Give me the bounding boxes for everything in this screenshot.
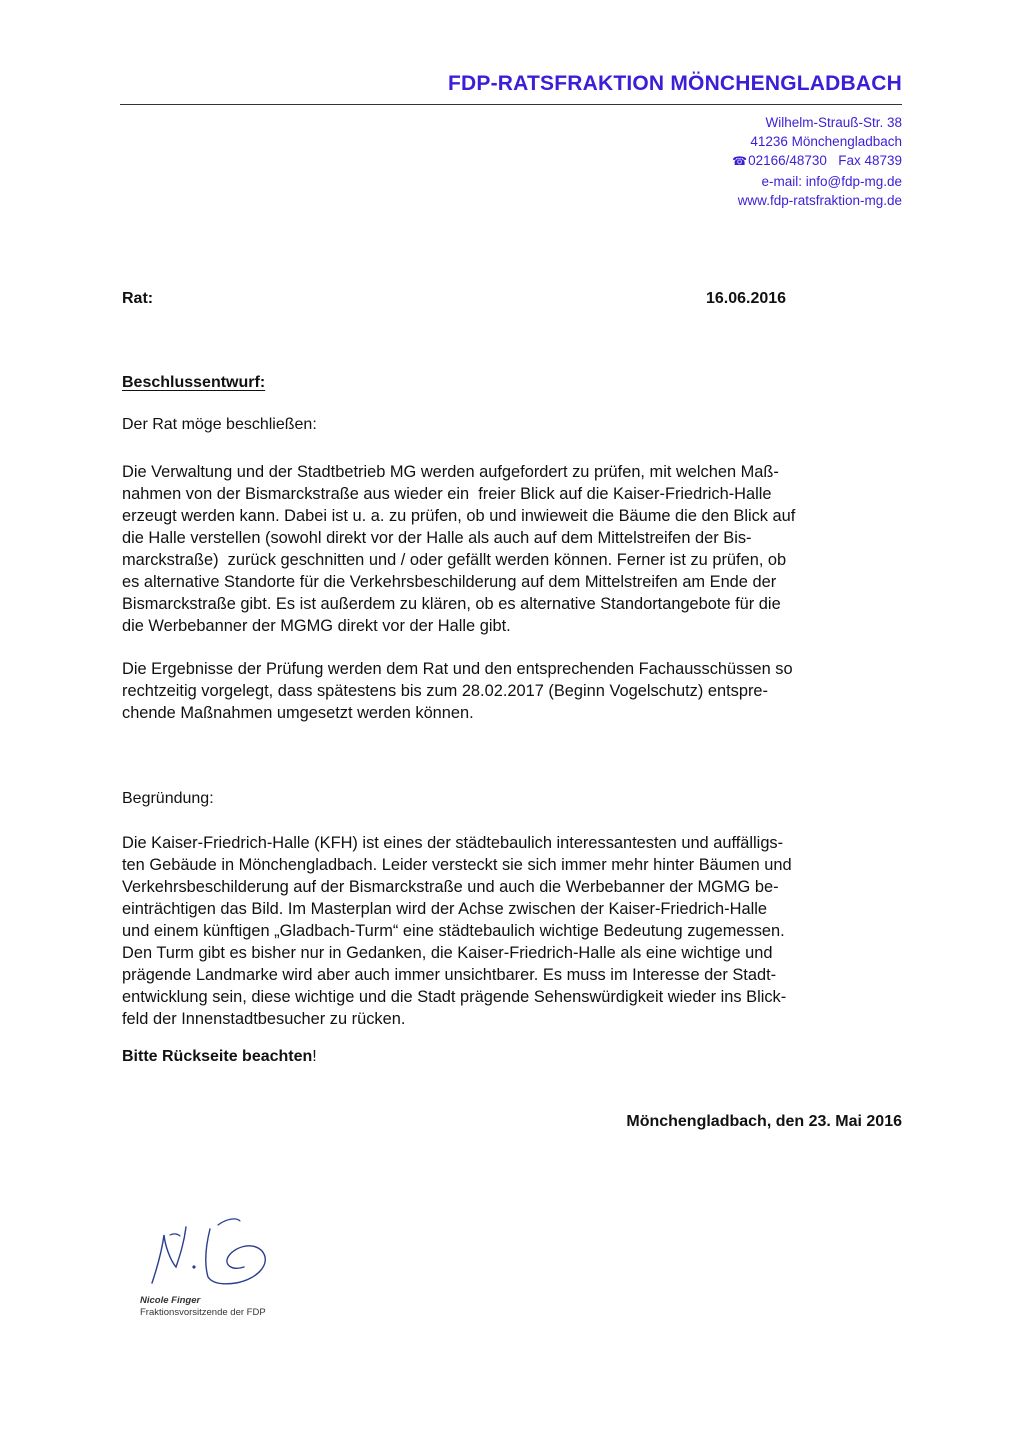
text-line: es alternative Standorte für die Verkehrsbeschilderung auf dem Mittelstreifen am Ende der [122,573,777,591]
draft-paragraph-1 [122,461,795,637]
header-rule [120,104,902,105]
text-line: Die Ergebnisse der Prüfung werden dem Rat und den entsprechenden Fachausschüssen so [122,660,793,678]
text-line: feld der Innenstadtbesucher zu rücken. [122,1010,406,1028]
contact-city: 41236 Mönchengladbach [750,134,902,150]
text-line: Den Turm gibt es bisher nur in Gedanken, die Kaiser-Friedrich-Halle als eine wichtige und [122,944,773,962]
contact-phone [732,151,902,171]
body-label: Rat: [122,290,154,307]
text-line: nahmen von der Bismarckstraße aus wieder ein freier Blick auf die Kaiser-Friedrich-Halle [122,485,772,503]
signer-role: Fraktionsvorsitzende der FDP [140,1307,266,1318]
contact-email: e-mail: info@fdp-mg.de [761,173,902,189]
backside-note-tail: ! [312,1048,317,1065]
text-line: Die Kaiser-Friedrich-Halle (KFH) ist eines der städtebaulich interessantesten und auffälligs- [122,834,784,852]
text-line: erzeugt werden kann. Dabei ist u. a. zu prüfen, ob und inwieweit die Bäume die den Blick auf [122,507,796,525]
draft-heading: Beschlussentwurf: [122,374,266,391]
text-line: Die Verwaltung und der Stadtbetrieb MG werden aufgefordert zu prüfen, mit welchen Maß- [122,463,779,481]
contact-street: Wilhelm-Strauß-Str. 38 [765,115,902,130]
backside-note-bold: Bitte Rückseite beachten [122,1048,313,1065]
draft-paragraph-2 [122,658,793,724]
text-line: die Werbebanner der MGMG direkt vor der Halle gibt. [122,617,511,635]
text-line: die Halle verstellen (sowohl direkt vor der Halle als auch auf dem Mittelstreifen der Bis- [122,529,752,547]
handwritten-signature [140,1205,280,1300]
backside-note [122,1048,317,1066]
text-line: ten Gebäude in Mönchengladbach. Leider versteckt sie sich immer mehr hinter Bäumen und [122,856,792,874]
justification-paragraph [122,832,792,1030]
phone-icon: ☎ [732,154,748,169]
text-line: rechtzeitig vorgelegt, dass spätestens bis zum 28.02.2017 (Beginn Vogelschutz) entspre- [122,682,768,700]
text-line: Bismarckstraße gibt. Es ist außerdem zu klären, ob es alternative Standortangebote für die [122,595,781,613]
signer-name: Nicole Finger [140,1295,201,1306]
contact-website: www.fdp-ratsfraktion-mg.de [737,192,902,208]
text-line: marckstraße) zurück geschnitten und / oder gefällt werden können. Ferner ist zu prüfen, ob [122,551,787,569]
contact-phone-fax: 02166/48730 Fax 48739 [748,153,902,169]
session-date: 16.06.2016 [706,290,787,307]
text-line: chende Maßnahmen umgesetzt werden können. [122,704,474,722]
draft-intro: Der Rat möge beschließen: [122,416,317,433]
text-line: entwicklung sein, diese wichtige und die Stadt prägende Sehenswürdigkeit wieder ins Blick- [122,988,787,1006]
organization-title: FDP-RATSFRAKTION MÖNCHENGLADBACH [448,72,902,95]
contact-block [732,113,902,210]
text-line: prägende Landmarke wird aber auch immer unsichtbarer. Es muss im Interesse der Stadt- [122,966,777,984]
text-line: einträchtigen das Bild. Im Masterplan wird der Achse zwischen der Kaiser-Friedrich-Halle [122,900,767,918]
justification-label: Begründung: [122,790,214,807]
place-and-date: Mönchengladbach, den 23. Mai 2016 [626,1113,902,1130]
text-line: Verkehrsbeschilderung auf der Bismarckstraße und auch die Werbebanner der MGMG be- [122,878,779,896]
text-line: und einem künftigen „Gladbach-Turm“ eine städtebaulich wichtige Bedeutung zugemessen. [122,922,785,940]
